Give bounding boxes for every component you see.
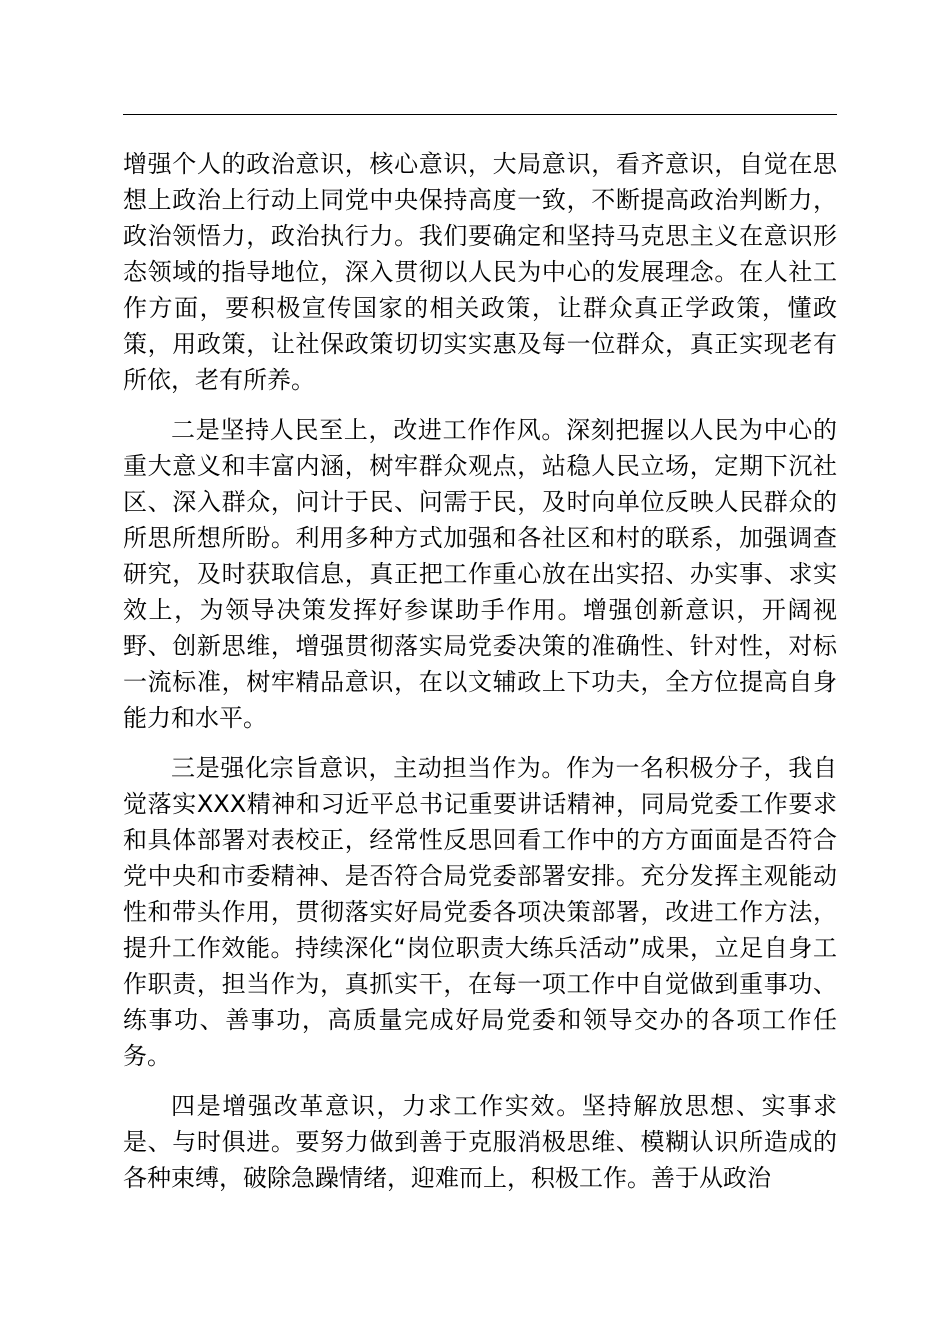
header-rule	[123, 114, 837, 115]
document-body	[123, 146, 837, 1210]
paragraph-3: 三是强化宗旨意识，主动担当作为。作为一名积极分子，我自觉落实XXX精神和习近平总书记重要讲话精神，同局党委工作要求和具体部署对表校正，经常性反思回看工作中的方方面面是否符合党中央和市委精神、是否符合局党委部署安排。充分发挥主观能动性和带头作用，贯彻落实好局党委各项决策部署，改进工作方法，提升工作效能。持续深化“岗位职责大练兵活动”成果，立足自身工作职责，担当作为，真抓实干，在每一项工作中自觉做到重事功、练事功、善事功，高质量完成好局党委和领导交办的各项工作任务。	[123, 754, 837, 1070]
paragraph-2: 二是坚持人民至上，改进工作作风。深刻把握以人民为中心的重大意义和丰富内涵，树牢群众观点，站稳人民立场，定期下沉社区、深入群众，问计于民、问需于民，及时向单位反映人民群众的所思所想所盼。利用多种方式加强和各社区和村的联系，加强调查研究，及时获取信息，真正把工作重心放在出实招、办实事、求实效上，为领导决策发挥好参谋助手作用。增强创新意识，开阔视野、创新思维，增强贯彻落实局党委决策的准确性、针对性，对标一流标准，树牢精品意识，在以文辅政上下功夫，全方位提高自身能力和水平。	[123, 416, 837, 732]
paragraph-1: 增强个人的政治意识，核心意识，大局意识，看齐意识，自觉在思想上政治上行动上同党中央保持高度一致，不断提高政治判断力，政治领悟力，政治执行力。我们要确定和坚持马克思主义在意识形态领域的指导地位，深入贯彻以人民为中心的发展理念。在人社工作方面，要积极宣传国家的相关政策，让群众真正学政策，懂政策，用政策，让社保政策切切实实惠及每一位群众，真正实现老有所依，老有所养。	[123, 150, 837, 394]
paragraph-4: 四是增强改革意识，力求工作实效。坚持解放思想、实事求是、与时俱进。要努力做到善于克服消极思维、模糊认识所造成的各种束缚，破除急躁情绪，迎难而上，积极工作。善于从政治	[123, 1092, 837, 1192]
